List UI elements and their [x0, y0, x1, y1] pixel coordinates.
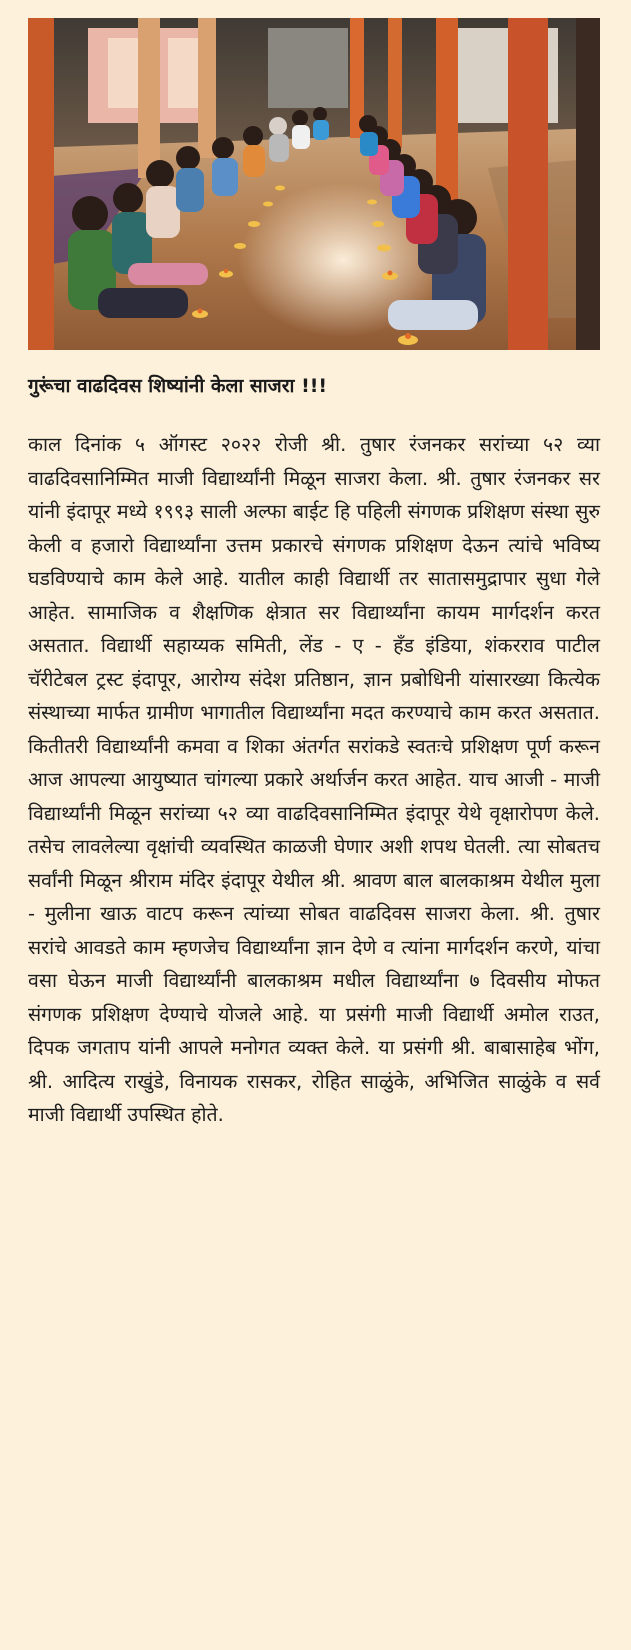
article-body: काल दिनांक ५ ऑगस्ट २०२२ रोजी श्री. तुषार रंजनकर सरांच्या ५२ व्या वाढदिवसानिम्मित माजी विद्यार्थ्यांनी मिळून साजरा केला. श्री. तुषार रंजनकर सर यांनी इंदापूर मध्ये १९९३ साली अल्फा बाईट हि पहिली संगणक प्रशिक्षण संस्था सुरु केली व हजारो विद्यार्थ्यांना उत्तम प्रकारचे संगणक प्रशिक्षण देऊन त्यांचे भविष्य घडविण्याचे काम केले आहे. यातील काही विद्यार्थी तर सातासमुद्रापार सुधा गेले आहेत. सामाजिक व शैक्षणिक क्षेत्रात सर विद्यार्थ्यांना कायम मार्गदर्शन करत असतात. विद्यार्थी सहाय्यक समिती, लेंड - ए - हँड इंडिया, शंकरराव पाटील चॅरीटेबल ट्रस्ट इंदापूर, आरोग्य संदेश प्रतिष्ठान, ज्ञान प्रबोधिनी यांसारख्या कित्येक संस्थाच्या मार्फत ग्रामीण भागातील विद्यार्थ्यांना मदत करण्याचे काम करत असतात. कितीतरी विद्यार्थ्यांनी कमवा व शिका अंतर्गत सरांकडे स्वतःचे प्रशिक्षण पूर्ण करून आज आपल्या आयुष्यात चांगल्या प्रकारे अर्थार्जन करत आहेत. याच आजी - माजी विद्यार्थ्यांनी मिळून सरांच्या ५२ व्या वाढदिवसानिम्मित इंदापूर येथे वृक्षारोपण केले. तसेच लावलेल्या वृक्षांची व्यवस्थित काळजी घेणार अशी शपथ घेतली. त्या सोबतच सर्वांनी मिळून श्रीराम मंदिर इंदापूर येथील श्री. श्रावण बाल बालकाश्रम येथील मुला - मुलीना खाऊ वाटप करून त्यांच्या सोबत वाढदिवस साजरा केला. श्री. तुषार सरांचे आवडते काम म्हणजेच विद्यार्थ्यांना ज्ञान देणे व त्यांना मार्गदर्शन करणे, यांचा वसा घेऊन माजी विद्यार्थ्यांनी बालकाश्रम मधील विद्यार्थ्यांना ७ दिवसीय मोफत संगणक प्रशिक्षण देण्याचे योजले आहे. या प्रसंगी माजी विद्यार्थी अमोल राउत, दिपक जगताप यांनी आपले मनोगत व्यक्त केले. या प्रसंगी श्री. बाबासाहेब भोंग, श्री. आदित्य राखुंडे, विनायक रासकर, रोहित साळुंके, अभिजित साळुंके व सर्व माजी विद्यार्थी उपस्थित होते. — [28, 433, 600, 1126]
students-photo-illustration — [28, 18, 600, 350]
article-headline: गुरूंचा वाढदिवस शिष्यांनी केला साजरा !!! — [28, 375, 328, 397]
article-photo — [28, 18, 600, 350]
